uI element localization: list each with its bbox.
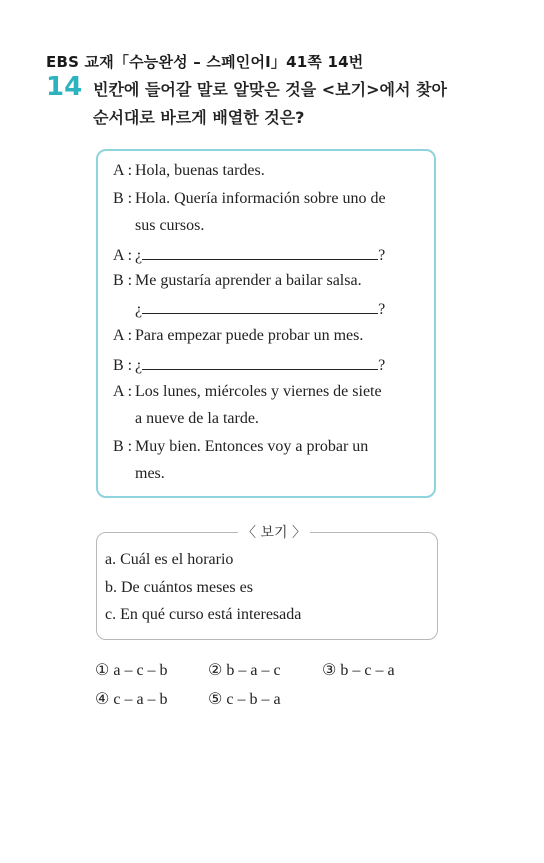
dialogue-line — [113, 465, 165, 483]
bogi-item-a: a. Cuál es el horario — [105, 551, 234, 568]
speaker-label: A : — [113, 162, 133, 179]
dialogue-line — [113, 272, 362, 290]
choice-5[interactable]: ⑤ c – b – a — [208, 691, 281, 708]
bogi-title: 〈 보기 〉 — [238, 522, 310, 542]
dialogue-text: Hola, buenas tardes. — [135, 162, 265, 179]
dialogue-text: ¿ — [135, 357, 143, 374]
speaker-label: A : — [113, 247, 133, 264]
dialogue-line — [113, 299, 385, 319]
answer-blank — [142, 299, 378, 314]
question-mark: ? — [378, 357, 386, 374]
dialogue-text: sus cursos. — [135, 217, 205, 234]
dialogue-line — [113, 190, 386, 208]
choice-2[interactable]: ② b – a – c — [208, 662, 281, 679]
dialogue-text: Muy bien. Entonces voy a probar un — [135, 438, 369, 455]
speaker-label: B : — [113, 357, 133, 374]
dialogue-line — [113, 217, 204, 235]
dialogue-text: Los lunes, miércoles y viernes de siete — [135, 383, 382, 400]
answer-blank — [142, 245, 378, 260]
dialogue-line — [113, 410, 259, 428]
source-line: EBS 교재「수능완성 – 스페인어Ⅰ」41쪽 14번 — [46, 53, 364, 71]
dialogue-line — [113, 162, 265, 180]
dialogue-line — [113, 383, 382, 401]
dialogue-text: ¿ — [135, 247, 143, 264]
dialogue-text: ¿ — [135, 301, 143, 318]
choice-1[interactable]: ① a – c – b — [95, 662, 168, 679]
question-number: 14 — [46, 72, 83, 102]
bogi-item-c: c. En qué curso está interesada — [105, 606, 302, 623]
choice-4[interactable]: ④ c – a – b — [95, 691, 168, 708]
speaker-label: A : — [113, 383, 133, 400]
dialogue-text: Hola. Quería información sobre uno de — [135, 190, 386, 207]
question-mark: ? — [378, 301, 386, 318]
question-text: 빈칸에 들어갈 말로 알맞은 것을 <보기>에서 찾아 순서대로 바르게 배열한 것은? — [93, 80, 447, 127]
speaker-label: A : — [113, 327, 133, 344]
dialogue-line — [113, 327, 363, 345]
dialogue-text: mes. — [135, 465, 165, 482]
choice-3[interactable]: ③ b – c – a — [322, 662, 395, 679]
dialogue-text: a nueve de la tarde. — [135, 410, 259, 427]
dialogue-line — [113, 355, 385, 375]
speaker-label: B : — [113, 190, 133, 207]
speaker-label: B : — [113, 438, 133, 455]
dialogue-line — [113, 438, 368, 456]
question-mark: ? — [378, 247, 386, 264]
dialogue-text: Me gustaría aprender a bailar salsa. — [135, 272, 362, 289]
dialogue-text: Para empezar puede probar un mes. — [135, 327, 364, 344]
bogi-item-b: b. De cuántos meses es — [105, 579, 253, 596]
answer-blank — [142, 355, 378, 370]
dialogue-line — [113, 245, 385, 265]
speaker-label: B : — [113, 272, 133, 289]
